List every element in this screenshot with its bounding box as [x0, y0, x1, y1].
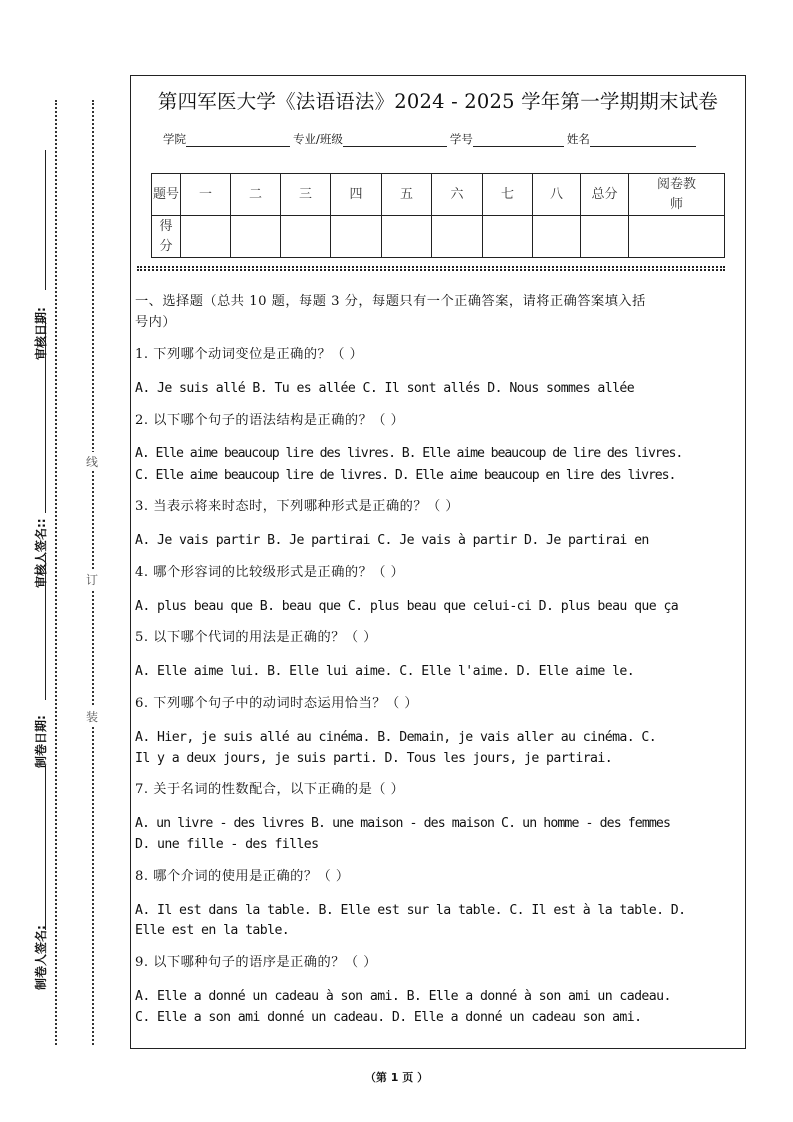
question-8-options: Elle est en la table. — [135, 923, 290, 938]
cell-score-label: 得分 — [152, 216, 181, 258]
page-number: （第 1 页 ） — [364, 1071, 429, 1084]
maker-sign-field[interactable] — [45, 765, 46, 930]
score-cell[interactable] — [483, 216, 533, 258]
major-input[interactable] — [343, 132, 447, 147]
question-1: 1. 下列哪个动词变位是正确的？（ ） — [135, 347, 364, 362]
cell-q8: 八 — [533, 174, 581, 216]
table-row-scores — [152, 216, 725, 258]
college-label: 学院 — [163, 132, 186, 146]
binding-dotted-line-outer — [55, 100, 57, 1045]
question-6-options: A. Hier, je suis allé au cinéma. B. Demain, je vais aller au cinéma. C. — [135, 730, 657, 745]
score-cell[interactable] — [331, 216, 382, 258]
cell-q5: 五 — [382, 174, 432, 216]
section-heading: 一、选择题（总共 10 题，每题 3 分，每题只有一个正确答案，请将正确答案填入括 — [135, 294, 646, 309]
score-cell[interactable] — [231, 216, 281, 258]
name-label: 姓名 — [566, 132, 590, 146]
score-cell[interactable] — [432, 216, 483, 258]
question-7-options: A. un livre - des livres B. une maison - des maison C. un homme - des femmes — [135, 816, 671, 831]
question-2-options: C. Elle aime beaucoup lire de livres. D. Elle aime beaucoup en lire des livres. — [135, 468, 676, 483]
question-7: 7. 关于名词的性数配合，以下正确的是（ ） — [135, 782, 405, 797]
question-6: 6. 下列哪个句子中的动词时态运用恰当？（ ） — [135, 696, 419, 711]
score-cell[interactable] — [533, 216, 581, 258]
cell-q6: 六 — [432, 174, 483, 216]
section-heading: 号内） — [135, 315, 177, 330]
student-info-fields — [163, 131, 699, 147]
score-cell[interactable] — [281, 216, 331, 258]
cell-grader: 阅卷教师 — [629, 174, 725, 216]
cell-total: 总分 — [581, 174, 629, 216]
score-cell[interactable] — [382, 216, 432, 258]
exam-title: 第四军医大学《法语语法》2024 - 2025 学年第一学期期末试卷 — [157, 90, 719, 113]
score-cell[interactable] — [629, 216, 725, 258]
reviewer-sign-label: 审核人签名:: — [34, 518, 48, 588]
cell-q1: 一 — [181, 174, 231, 216]
question-8-options: A. Il est dans la table. B. Elle est sur la table. C. Il est à la table. D. — [135, 903, 686, 918]
question-9-options: C. Elle a son ami donné un cadeau. D. Elle a donné un cadeau son ami. — [135, 1010, 642, 1025]
score-table — [151, 173, 725, 258]
student-id-label: 学号 — [449, 132, 473, 146]
question-9: 9. 以下哪种句子的语序是正确的？（ ） — [135, 955, 377, 970]
cell-q7: 七 — [483, 174, 533, 216]
question-5-options: A. Elle aime lui. B. Elle lui aime. C. Elle l'aime. D. Elle aime le. — [135, 664, 635, 679]
question-6-options: Il y a deux jours, je suis parti. D. Tous les jours, je partirai. — [135, 751, 613, 766]
name-input[interactable] — [590, 132, 696, 147]
review-date-label: 审核日期: — [34, 307, 48, 360]
cell-q4: 四 — [331, 174, 382, 216]
question-2-options: A. Elle aime beaucoup lire des livres. B. Elle aime beaucoup de lire des livres. — [135, 446, 683, 461]
score-cell[interactable] — [581, 216, 629, 258]
separator-dotted-line — [137, 269, 725, 271]
table-row-headers — [152, 174, 725, 216]
question-5: 5. 以下哪个代词的用法是正确的？（ ） — [135, 630, 377, 645]
question-9-options: A. Elle a donné un cadeau à son ami. B. Elle a donné à son ami un cadeau. — [135, 989, 671, 1004]
bind-line-char: 线 — [86, 452, 98, 471]
maker-sign-label: 制卷人签名: — [34, 925, 48, 990]
question-7-options: D. une fille - des filles — [135, 837, 319, 852]
question-4-options: A. plus beau que B. beau que C. plus beau que celui-ci D. plus beau que ça — [135, 599, 679, 614]
score-cell[interactable] — [181, 216, 231, 258]
question-4: 4. 哪个形容词的比较级形式是正确的？（ ） — [135, 565, 405, 580]
question-3: 3. 当表示将来时态时，下列哪种形式是正确的？（ ） — [135, 499, 460, 514]
question-3-options: A. Je vais partir B. Je partirai C. Je vais à partir D. Je partirai en — [135, 533, 649, 548]
bind-order-char: 订 — [86, 570, 98, 589]
question-2: 2. 以下哪个句子的语法结构是正确的？（ ） — [135, 413, 405, 428]
separator-dotted-line — [137, 266, 725, 268]
bind-install-char: 装 — [86, 707, 98, 726]
question-1-options: A. Je suis allé B. Tu es allée C. Il sont allés D. Nous sommes allée — [135, 381, 635, 396]
student-id-input[interactable] — [473, 132, 564, 147]
maker-date-label: 制卷日期: — [34, 715, 48, 768]
question-8: 8. 哪个介词的使用是正确的？（ ） — [135, 869, 350, 884]
major-label: 专业/班级 — [293, 132, 343, 146]
cell-question-no: 题号 — [152, 174, 181, 216]
review-date-field[interactable] — [45, 150, 46, 290]
cell-q3: 三 — [281, 174, 331, 216]
cell-q2: 二 — [231, 174, 281, 216]
college-input[interactable] — [186, 132, 290, 147]
